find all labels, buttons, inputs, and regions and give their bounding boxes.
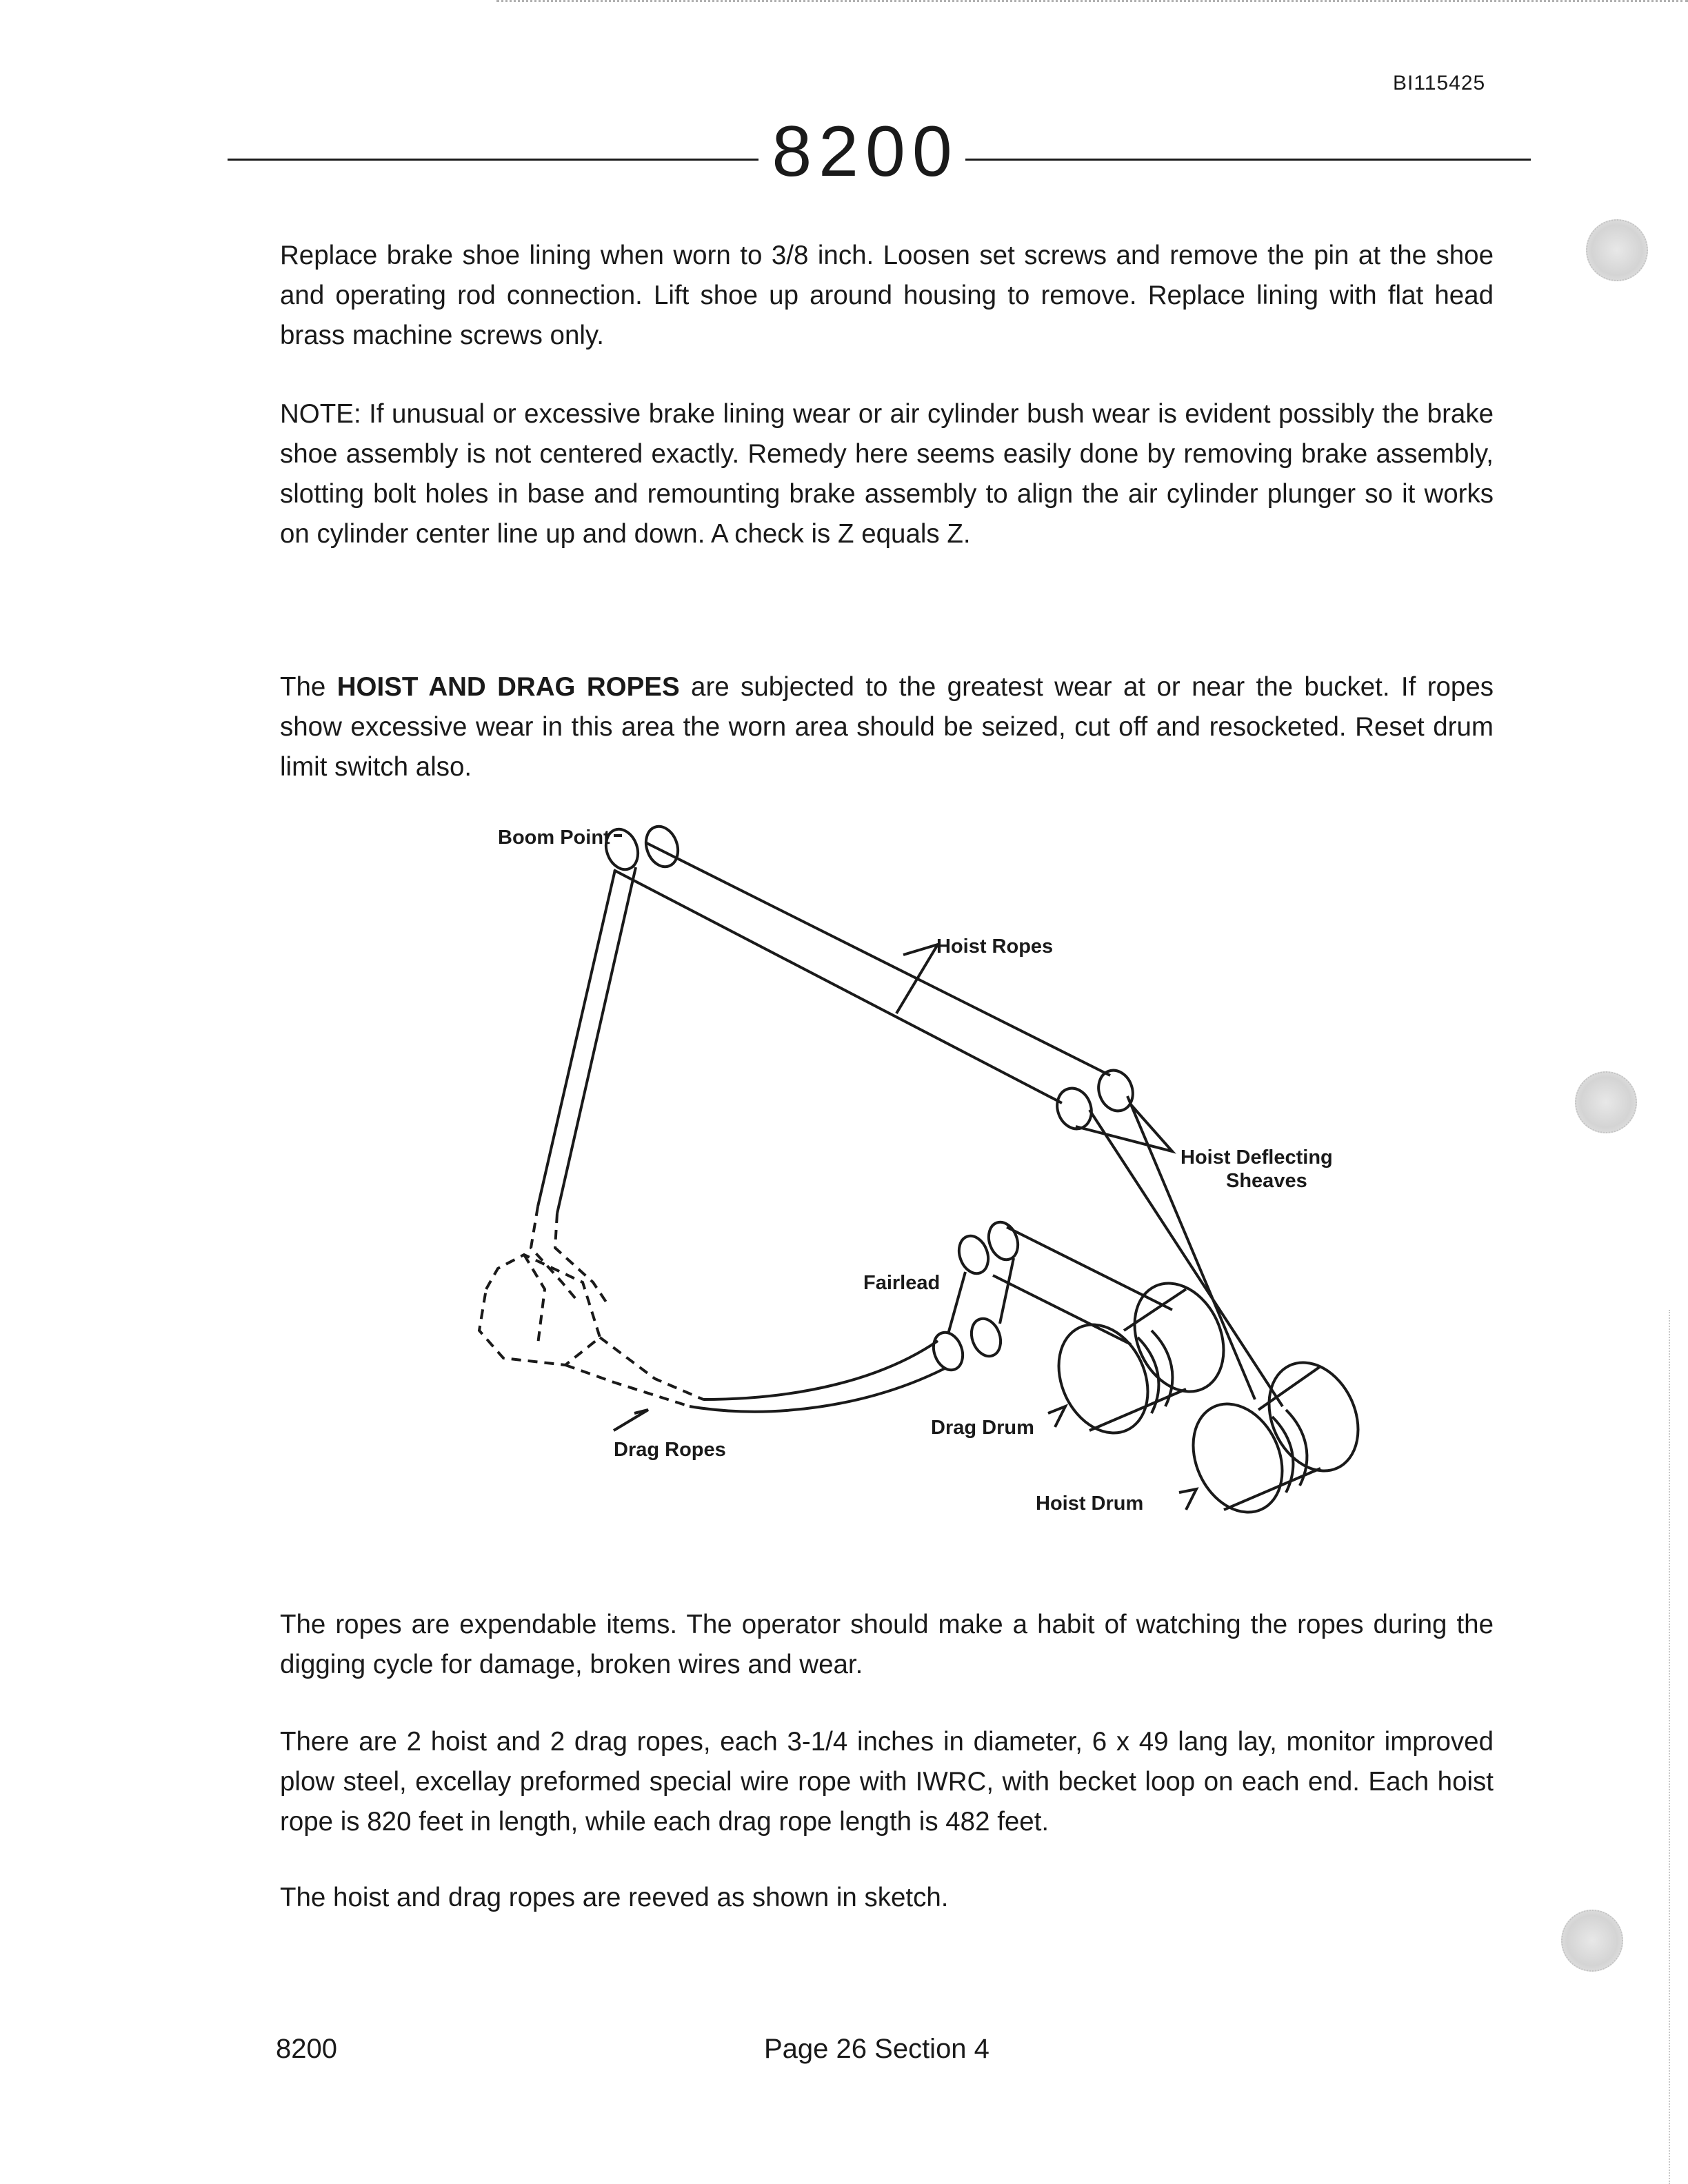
label-sheaves: Sheaves bbox=[1226, 1170, 1307, 1192]
label-boom-point: Boom Point bbox=[498, 827, 610, 849]
paragraph-reeving: The hoist and drag ropes are reeved as shown in sketch. bbox=[280, 1883, 949, 1912]
drag-drum-bottom-edge bbox=[1089, 1389, 1186, 1430]
rope-reeving-sketch bbox=[441, 807, 1407, 1551]
drag-drum-leader bbox=[1048, 1406, 1065, 1427]
hoist-drum-winding-b bbox=[1286, 1410, 1307, 1486]
page-header bbox=[228, 110, 1531, 193]
fairlead-sheave-upper-b bbox=[984, 1218, 1023, 1264]
fairlead-sheave-lower-a bbox=[929, 1328, 968, 1374]
boom-point-sheave-b bbox=[641, 822, 683, 871]
label-drag-drum: Drag Drum bbox=[931, 1417, 1034, 1439]
boom-bottom-edge bbox=[614, 870, 1062, 1103]
drag-drum-top-edge bbox=[1124, 1289, 1186, 1331]
page-title: 8200 bbox=[772, 112, 959, 192]
footer-page-number: Page 26 Section 4 bbox=[764, 2034, 989, 2064]
drag-rope-to-drum-b bbox=[993, 1275, 1131, 1344]
fairlead-frame-a bbox=[948, 1272, 965, 1334]
paragraph-ropes-expendable: The ropes are expendable items. The operator should make a habit of watching the ropes during the digging cycle for damage, broken wires and wear. bbox=[280, 1610, 1494, 1679]
header-rule-right bbox=[965, 159, 1531, 161]
hoist-drum-flange-back bbox=[1252, 1348, 1375, 1485]
paragraph-note: NOTE: If unusual or excessive brake lining wear or air cylinder bush wear is evident possibly the brake shoe assembly is not centered exactly. Remedy here seems easily done by removing brake assembly, slotting bolt holes in base and remounting brake assembly to align the air cylinder plunger so it works on cylinder center line up and down. A check is Z equals Z. bbox=[280, 399, 1494, 549]
label-drag-ropes: Drag Ropes bbox=[614, 1439, 726, 1461]
paragraph-ropes-wear bbox=[280, 667, 1494, 787]
paragraph-ropes-wear-text: are subjected to the greatest wear at or near the bucket. If ropes show excessive wear in this area the worn area should be seized, cut off and resocketed. Reset drum limit switch also. bbox=[280, 672, 1494, 782]
footer-model: 8200 bbox=[276, 2034, 337, 2064]
drag-drum-flange-back bbox=[1118, 1268, 1240, 1406]
drag-drum-winding-b bbox=[1152, 1331, 1172, 1406]
deflecting-sheave-a bbox=[1052, 1084, 1097, 1134]
drag-rope-to-drum-a bbox=[1007, 1227, 1172, 1310]
hoist-ropes-leader bbox=[896, 944, 938, 1013]
paragraph-brake-lining: Replace brake shoe lining when worn to 3/8 inch. Loosen set screws and remove the pin at the shoe and operating rod connection. Lift shoe up around housing to remove. Replace lining with flat head brass machine screws only. bbox=[280, 241, 1494, 350]
hoist-rope-to-bucket-b bbox=[557, 867, 636, 1213]
hoist-drum-flange-front bbox=[1176, 1389, 1299, 1526]
scan-right-edge bbox=[1669, 1310, 1671, 2184]
hoist-drum-top-edge bbox=[1258, 1366, 1320, 1410]
document-id: BI115425 bbox=[1393, 72, 1486, 94]
paragraph-ropes-wear-prefix: The bbox=[280, 672, 326, 702]
bucket-outline bbox=[479, 1206, 703, 1406]
boom-top-edge bbox=[645, 842, 1110, 1075]
punch-hole-top bbox=[1586, 219, 1648, 281]
label-fairlead: Fairlead bbox=[863, 1272, 941, 1294]
scan-top-edge bbox=[496, 0, 1688, 5]
paragraph-ropes-wear-heading: HOIST AND DRAG ROPES bbox=[336, 672, 680, 702]
hoist-drum-bottom-edge bbox=[1224, 1468, 1320, 1510]
punch-hole-bottom bbox=[1561, 1910, 1623, 1972]
fairlead-frame-b bbox=[1000, 1258, 1014, 1324]
drag-ropes-leader bbox=[614, 1410, 648, 1430]
fairlead-sheave-upper-a bbox=[954, 1232, 994, 1277]
label-hoist-ropes: Hoist Ropes bbox=[936, 936, 1054, 958]
hoist-drum-leader bbox=[1179, 1489, 1196, 1510]
punch-hole-middle bbox=[1575, 1071, 1637, 1133]
label-hoist-deflecting: Hoist Deflecting bbox=[1180, 1146, 1333, 1169]
rope-reeving-diagram bbox=[441, 807, 1407, 1551]
drag-rope-a bbox=[703, 1341, 938, 1399]
label-hoist-drum: Hoist Drum bbox=[1036, 1493, 1144, 1515]
hoist-rope-to-bucket-a bbox=[538, 870, 615, 1206]
header-rule-left bbox=[228, 159, 758, 161]
hoist-rope-to-drum-b bbox=[1127, 1096, 1255, 1399]
paragraph-rope-specs: There are 2 hoist and 2 drag ropes, each 3-1/4 inches in diameter, 6 x 49 lang lay, monitor improved plow steel, excellay preformed special wire rope with IWRC, with becket loop on each end. Each hoist rope is 820 feet in length, while each drag rope length is 482 feet. bbox=[280, 1727, 1494, 1837]
